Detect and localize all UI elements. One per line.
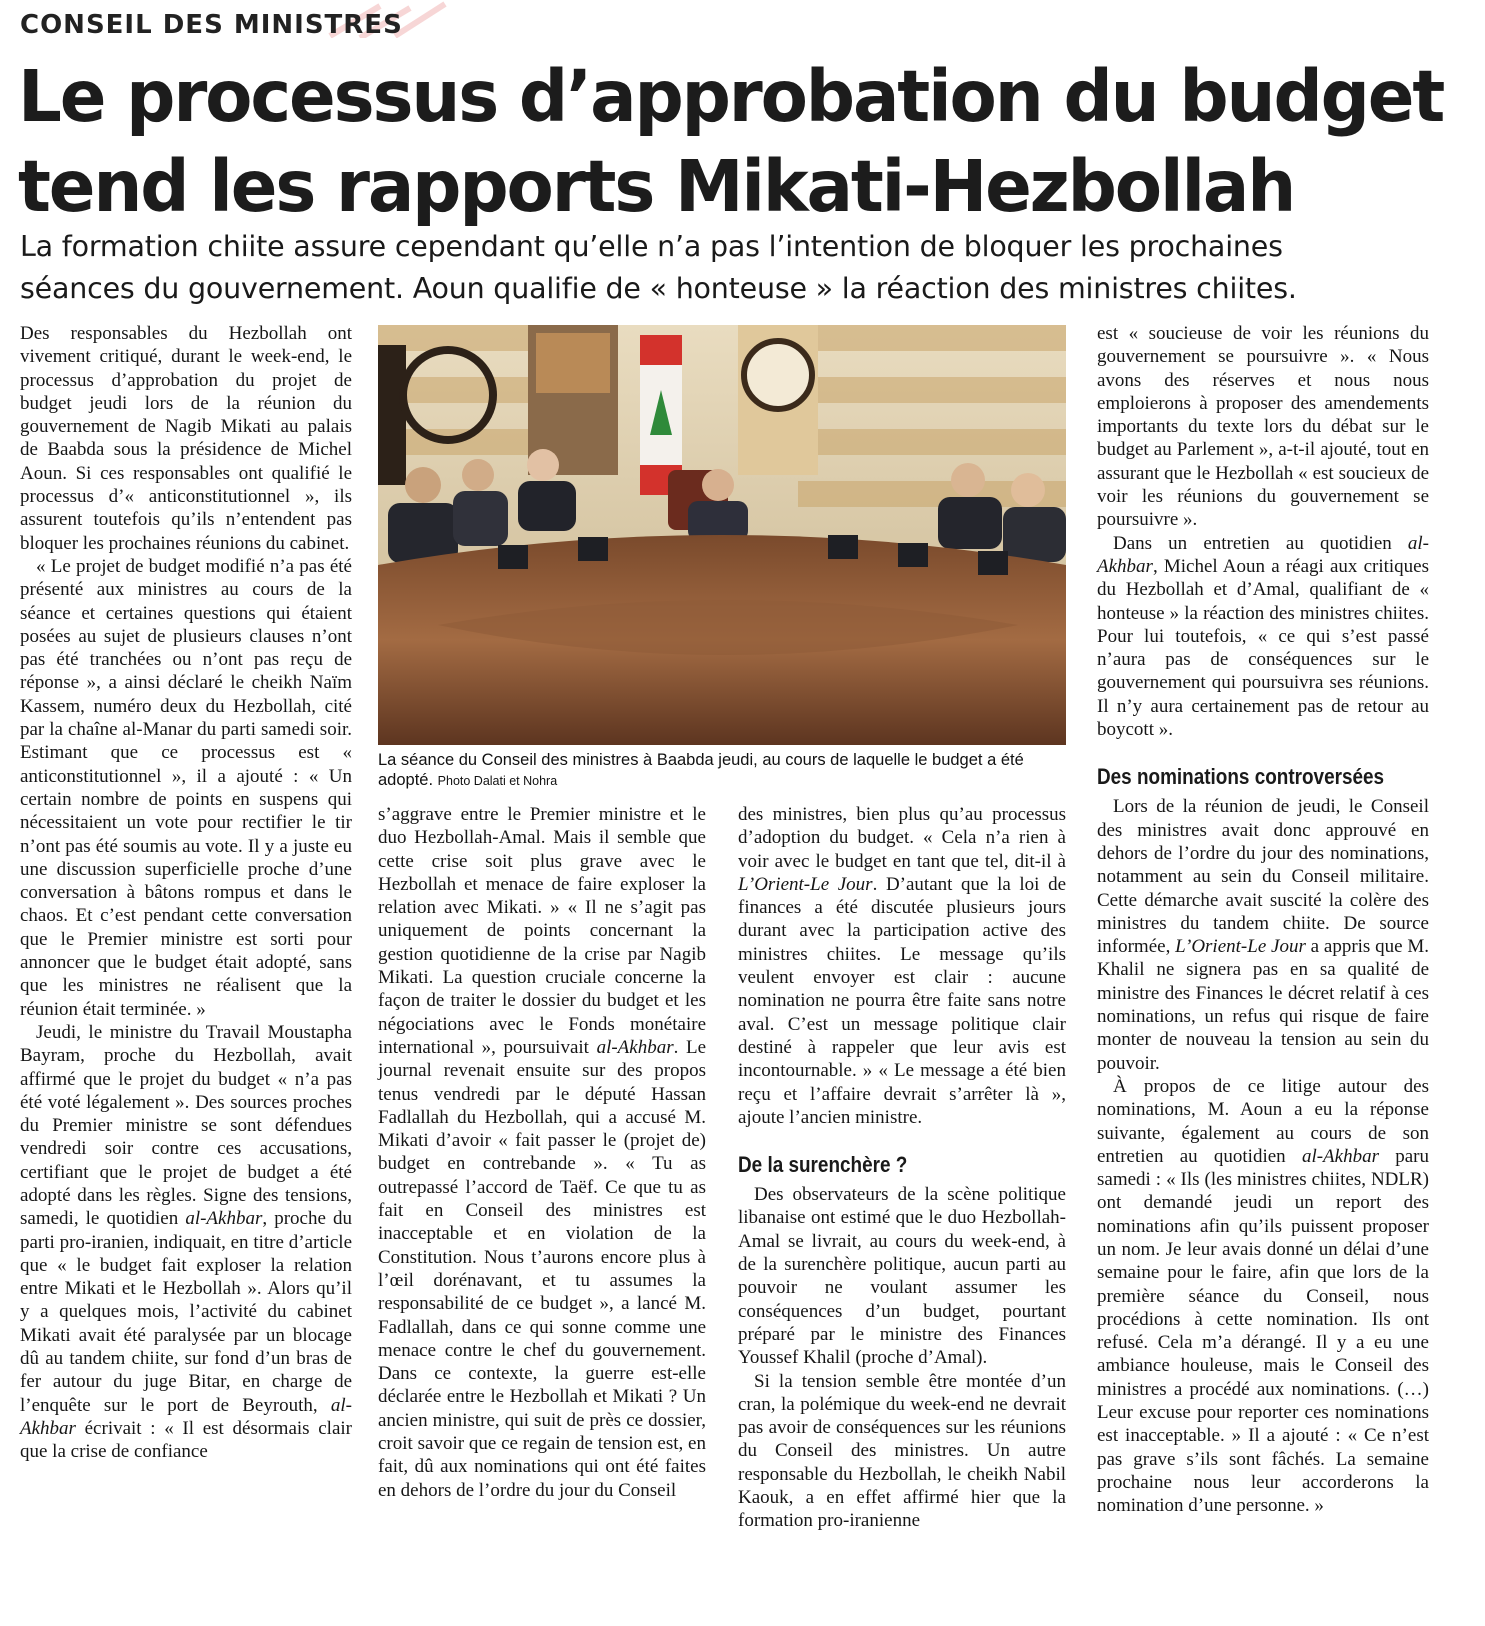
newspaper-name: al-Akhbar [185, 1208, 263, 1230]
text-run: s’aggrave entre le Premier ministre et le duo Hezbollah-Amal. Mais il semble que cette crise soit plus grave avec le Hezbollah et menace de faire exploser la relation avec Mikati. » « Il ne s’agit pas uniquement de points concernant la gestion quotidienne de la crise par Nagib Mikati. La question cruciale concerne la façon de traiter le dossier du budget et les négociations avec le Fonds monétaire international », poursuivait [378, 804, 706, 1058]
text-run: Dans un entretien au quotidien [1113, 532, 1408, 554]
text-run: paru samedi : « Ils (les ministres chiites, NDLR) ont demandé jeudi un report des nominations afin qu’ils puissent proposer un nom. Je leur avais donné un délai d’une semaine pour le faire, afin que lors de la première séance du Conseil, nous procédions à cette nomination. Ils ont refusé. Cela m’a dérangé. Il y a eu une ambiance houleuse, mais le Conseil des ministres a procédé aux nominations. (…) Leur excuse pour reporter ces nominations est inacceptable. » Il a ajouté : « Ce n’est pas grave s’ils sont fâchés. La semaine prochaine nous leur accorderons la nomination d’une personne. » [1097, 1145, 1429, 1517]
photo-caption [378, 750, 1066, 791]
newspaper-name: al-Akhbar [1097, 532, 1429, 577]
paragraph [378, 803, 706, 1502]
paragraph [20, 1021, 352, 1464]
article-column-1 [20, 322, 352, 1464]
newspaper-name: al-Akhbar [596, 1036, 674, 1058]
paragraph: « Le projet de budget modifié n’a pas été présenté aux ministres au cours de la séance et certaines questions qui étaient posées au sujet de plusieurs clauses n’ont pas été tranchées ou n’ont pas reçu de réponse », a ainsi déclaré le cheikh Naïm Kassem, numéro deux du Hezbollah, cité par la chaîne al-Manar du parti samedi soir. Estimant que ce processus est « anticonstitutionnel », il a ajouté : « Un certain nombre de points en suspens qui nécessitaient un vote pour rectifier le tir n’ont pas été soumis au vote. Il y a juste eu une discussion superficielle proche d’une conversation à bâtons rompus et dans le chaos. Et c’est pendant cette conversation que le Premier ministre est sorti pour annoncer que le budget était adopté, sans que les ministres ne réalisent que la réunion était terminée. » [20, 555, 352, 1020]
paragraph: Des responsables du Hezbollah ont vivement critiqué, durant le week-end, le processus d’approbation du projet de budget jeudi lors de la réunion du gouvernement de Nagib Mikati au palais de Baabda sous la présidence de Michel Aoun. Si ces responsables ont qualifié le processus d’« anticonstitutionnel », ils assurent toutefois qu’ils n’entendent pas bloquer les prochaines réunions du cabinet. [20, 323, 352, 554]
newspaper-name: al-Akhbar [20, 1394, 352, 1439]
headline-line-2: tend les rapports Mikati-Hezbollah [18, 145, 1295, 228]
council-meeting-photo [378, 325, 1066, 745]
paragraph: est « soucieuse de voir les réunions du gouvernement se poursuivre ». « Nous avons des réserves et nous nous emploierons à proposer des amendements importants du texte lors du débat sur le budget au Parlement », a-t-il ajouté, tout en assurant que le Hezbollah « est soucieux de voir les réunions du gouvernement se poursuivre ». [1097, 323, 1429, 531]
headline-line-1: Le processus d’approbation du budget [18, 55, 1444, 138]
article-subhead [20, 226, 1470, 310]
paragraph: Si la tension semble être montée d’un cran, la polémique du week-end ne devrait pas avoir de conséquences sur les réunions du Conseil des ministres. Un autre responsable du Hezbollah, le cheikh Nabil Kaouk, a en effet affirmé hier que la formation pro-iranienne [738, 1370, 1066, 1532]
text-run: . D’autant que la loi de finances a été discutée plusieurs jours durant avec la participation active des ministres chiites. Le message qu’ils veulent envoyer est clair : aucune nomination ne pourra être faite sans notre aval. C’est un message politique clair destiné à rappeler que leur avis est incontournable. » « Le message a été bien reçu et l’affaire devrait s’arrêter là », ajoute l’ancien ministre. [738, 873, 1067, 1128]
text-run: Lors de la réunion de jeudi, le Conseil des ministres avait donc approuvé en dehors de l’ordre du jour des nominations, notamment au sein du Conseil militaire. Cette démarche avait suscité la colère des ministres du tandem chiite. De source informée, [1097, 796, 1429, 958]
text-run: . Le journal revenait ensuite sur des propos tenus vendredi par le député Hassan Fadlallah du Hezbollah, qui a accusé M. Mikati d’avoir « fait passer le (projet de) budget en contrebande ». « Tu as outrepassé l’accord de Taëf. Ce que tu as fait en Conseil des ministres est inacceptable et en violation de la Constitution. Nous t’aurons encore plus à l’œil dorénavant, et tu assumes la responsabilité de ce budget », a lancé M. Fadlallah, dans ce qui sonne comme une menace contre le chef du gouvernement. Dans ce contexte, la guerre est-elle déclarée entre le Hezbollah et Mikati ? Un ancien ministre, qui suit de près ce dossier, croit savoir que ce regain de tension est, en fait, dû aux nominations qui ont été faites en dehors de l’ordre du jour du Conseil [378, 1036, 706, 1501]
paragraph [1097, 532, 1429, 742]
paragraph: Des observateurs de la scène politique libanaise ont estimé que le duo Hezbollah-Amal se livrait, au cours du week-end, à de la surenchère politique, aucun parti au pouvoir ne voulant assumer les conséquences d’un budget, pourtant préparé par le ministre des Finances Youssef Khalil (proche d’Amal). [738, 1184, 1066, 1369]
text-run: écrivait : « Il est désormais clair que la crise de confiance [20, 1417, 352, 1463]
text-run: , Michel Aoun a réagi aux critiques du Hezbollah et d’Amal, qualifiant de « honteuse » la réaction des ministres chiites. Pour lui toutefois, « ce qui s’est passé n’aura pas de conséquences sur le gouvernement qui poursuivra ses réunions. Il n’y aura certainement pas de retour au boycott ». [1097, 555, 1429, 741]
text-run: a appris que M. Khalil ne signera pas en sa qualité de ministre des Finances le décret relatif à ces nominations, un refus qui risque de faire monter de nouveau la tension au sein du pouvoir. [1097, 936, 1429, 1074]
article-headline [18, 52, 1444, 232]
newspaper-name: L’Orient-Le Jour [1175, 936, 1306, 958]
subhead-line-2: séances du gouvernement. Aoun qualifie de « honteuse » la réaction des ministres chiites. [20, 272, 1297, 305]
article-column-2 [378, 803, 706, 1502]
subhead-line-1: La formation chiite assure cependant qu’elle n’a pas l’intention de bloquer les prochaines [20, 230, 1283, 263]
paragraph [1097, 795, 1429, 1075]
paragraph [738, 803, 1066, 1129]
newspaper-name: al-Akhbar [1301, 1145, 1379, 1167]
text-run: , proche du parti pro-iranien, indiquait, en titre d’article que « le budget fait exploser la relation entre Mikati et le Hezbollah ». Alors qu’il y a quelques mois, l’activité du cabinet Mikati avait été paralysée par un blocage dû au tandem chiite, sur fond d’un bras de fer autour du juge Bitar, en charge de l’enquête sur le port de Beyrouth, [20, 1208, 352, 1416]
section-rubric: CONSEIL DES MINISTRES [20, 10, 403, 40]
newspaper-name: L’Orient-Le Jour [738, 873, 873, 895]
photo-credit: Photo Dalati et Nohra [437, 774, 558, 788]
article-column-4 [1097, 322, 1429, 1518]
article-column-3 [738, 803, 1066, 1533]
caption-text: La séance du Conseil des ministres à Baabda jeudi, au cours de laquelle le budget a été adopté. [378, 751, 1024, 789]
text-run: des ministres, bien plus qu’au processus d’adoption du budget. « Cela n’a rien à voir avec le budget en tant que tel, dit-il à [738, 804, 1066, 872]
text-run: À propos de ce litige autour des nominations, M. Aoun a eu la réponse suivante, également au cours de son entretien au quotidien [1097, 1075, 1429, 1167]
text-run: Jeudi, le ministre du Travail Moustapha Bayram, proche du Hezbollah, avait affirmé que le projet du budget « n’a pas été voté légalement ». Des sources proches du Premier ministre se sont défendues vendredi soir contre ces accusations, certifiant que le projet de budget a été adopté dans les règles. Signe des tensions, samedi, le quotidien [20, 1021, 352, 1230]
photo-illustration [378, 325, 1066, 745]
intertitle-surenchere: De la surenchère ? [738, 1152, 908, 1178]
intertitle-nominations: Des nominations controversées [1097, 764, 1385, 790]
paragraph [1097, 1075, 1429, 1518]
